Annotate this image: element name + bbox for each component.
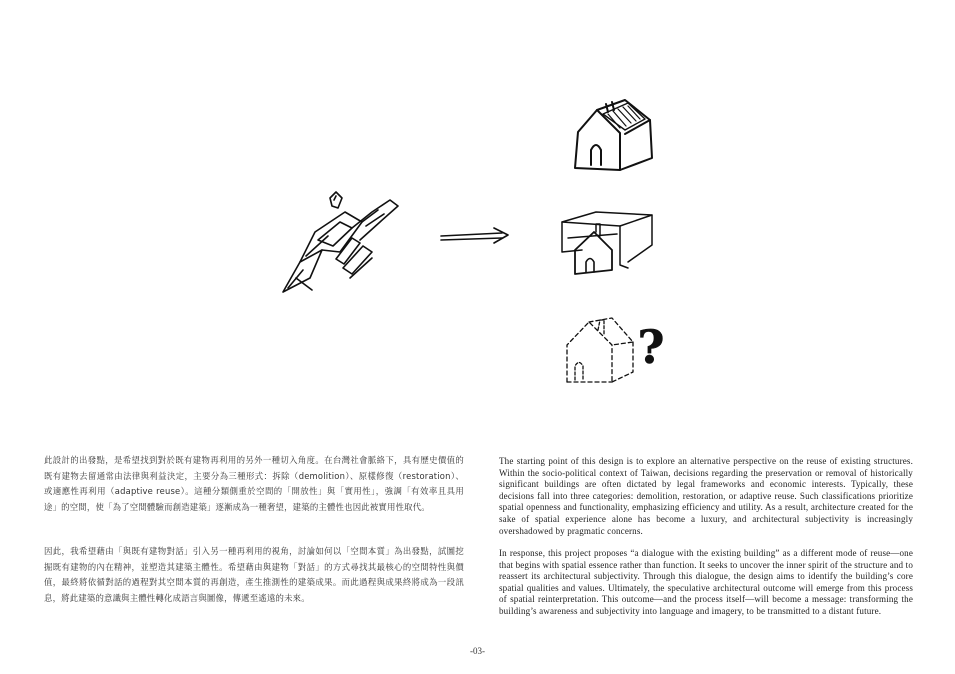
dismantled-building-sketch xyxy=(283,192,398,292)
question-mark-glyph: ? xyxy=(637,320,665,374)
transformation-arrow xyxy=(441,228,508,243)
english-paragraph-2: In response, this project proposes “a dialogue with the existing building” as a different mode of reuse—one that begins with spatial essence rather than function. It seeks to uncover the inner spirit of the structure and to reassert its architectural subjectivity. Through this dialogue, the design aims to identify the building’s core spatial qualities and values. Ultimately, the speculative architectural outcome will emerge from this process of spatial reinterpretation. This outcome—and the process itself—will become a message: transforming the building’s awareness and subjectivity into language and imagery, to be transmitted to a distant future. xyxy=(499,548,913,616)
chinese-paragraph-1: 此設計的出發點，是希望找到對於既有建物再利用的另外一種切入角度。在台灣社會脈絡下，具有歷史價值的既有建物去留通常由法律與利益決定，主要分為三種形式：拆除（demolition）、原樣修復（restoration）、或適應性再利用（adaptive reuse）。這種分類側重於空間的「開放性」與「實用性」，強調「有效率且具用途」的空間，使「為了空間體驗而創造建築」逐漸成為一種奢望，建築的主體性也因此被實用性取代。 xyxy=(44,455,464,512)
english-paragraph-1: The starting point of this design is to explore an alternative perspective on the reuse of existing structures. Within the socio-political context of Taiwan, decisions regarding the preservation or removal of historically significant buildings are often dictated by legal frameworks and economic interests. Typically, these decisions fall into three categories: demolition, restoration, or adaptive reuse. Such classifications prioritize spatial openness and functionality, emphasizing efficiency and utility. As a result, architecture created for the sake of spatial experience alone has become a luxury, and architectural subjectivity is increasingly overshadowed by pragmatic concerns. xyxy=(499,456,913,536)
house-sketch-existing xyxy=(575,100,652,170)
chinese-paragraph-2: 因此，我希望藉由「與既有建物對話」引入另一種再利用的視角，討論如何以「空間本質」為出發點，試圖挖掘既有建物的內在精神，並塑造其建築主體性。希望藉由與建物「對話」的方式尋找其最核心的空間特性與價值，最終將依循對話的過程對其空間本質的再創造，產生推測性的建築成果。而此過程與成果終將成為一段訊息，將此建築的意識與主體性轉化成語言與圖像，傳遞至遙遠的未來。 xyxy=(44,546,464,603)
page-number: -03- xyxy=(470,646,485,656)
house-sketch-uncertain xyxy=(567,318,633,382)
house-sketch-dialogue xyxy=(562,212,652,274)
